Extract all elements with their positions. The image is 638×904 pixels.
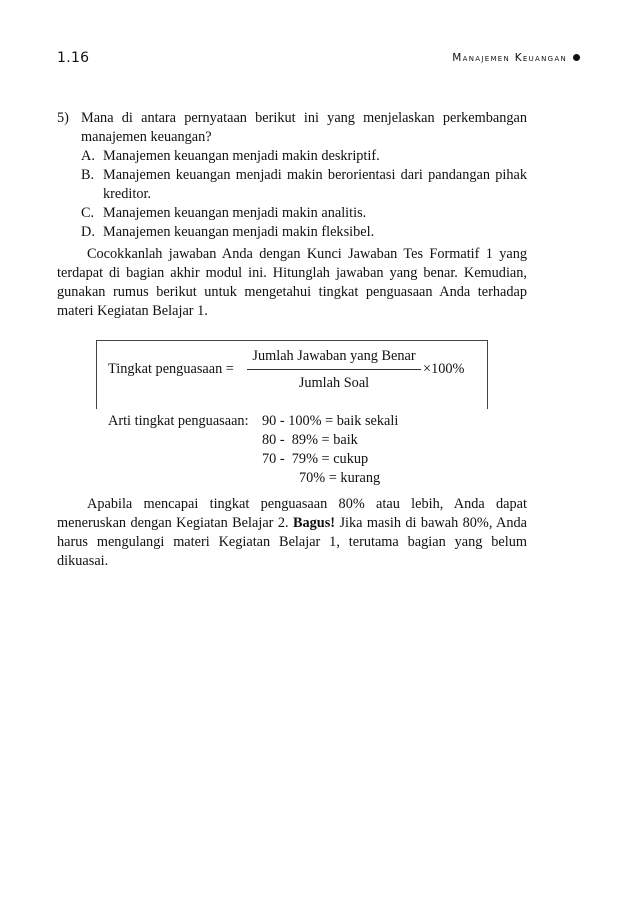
bullet-icon <box>573 54 580 61</box>
question-text: Mana di antara pernyataan berikut ini yang menjelaskan perkembangan manajemen keuangan? <box>81 110 527 145</box>
closing-paragraph <box>57 495 527 571</box>
option-text: Manajemen keuangan menjadi makin deskriptif. <box>103 148 380 164</box>
formula-numerator: Jumlah Jawaban yang Benar <box>252 348 416 364</box>
formula-multiplier: ×100% <box>423 361 465 377</box>
formula-denominator: Jumlah Soal <box>298 375 370 391</box>
option-key: C. <box>81 205 95 221</box>
option-key: A. <box>81 148 95 164</box>
running-title-text: Manajemen Keuangan <box>452 52 567 64</box>
page-number: 1.16 <box>57 50 90 66</box>
option-c <box>81 204 527 223</box>
option-key: B. <box>81 167 95 183</box>
running-title <box>452 52 580 64</box>
option-text: Manajemen keuangan menjadi makin fleksibel. <box>103 224 375 240</box>
closing-text-start: Apabila mencapai tingkat penguasaan 80% atau lebih, Anda dapat meneruskan dengan Kegiatan Belajar 2. <box>57 496 527 531</box>
option-text: Manajemen keuangan menjadi makin berorientasi dari pandangan pihak kreditor. <box>103 167 527 202</box>
option-key: D. <box>81 224 95 240</box>
option-b <box>81 166 527 204</box>
mastery-row: 90 - 100% = baik sekali <box>262 413 399 429</box>
option-text: Manajemen keuangan menjadi makin analitis. <box>103 205 367 221</box>
mastery-row: 80 - 89% = baik <box>262 432 358 448</box>
question-number: 5) <box>57 110 69 126</box>
option-d <box>81 223 527 242</box>
question-5 <box>57 109 527 242</box>
option-a <box>81 147 527 166</box>
closing-bold-text: Bagus! <box>292 515 336 531</box>
closing-text-end: Jika masih di bawah 80%, Anda harus mengulangi materi Kegiatan Belajar 1, terutama bagian yang belum dikuasai. <box>57 515 527 569</box>
mastery-scale-title: Arti tingkat penguasaan: <box>108 413 249 429</box>
mastery-row: 70 - 79% = cukup <box>262 451 369 467</box>
page-header <box>57 50 580 72</box>
fraction-line <box>247 369 421 370</box>
instructions-paragraph: Cocokkanlah jawaban Anda dengan Kunci Jawaban Tes Formatif 1 yang terdapat di bagian akhir modul ini. Hitunglah jawaban yang benar. Kemudian, gunakan rumus berikut untuk mengetahui tingkat penguasaan Anda terhadap materi Kegiatan Belajar 1. <box>57 246 527 319</box>
mastery-row: 70% = kurang <box>299 470 381 486</box>
formula-label: Tingkat penguasaan = <box>108 361 234 377</box>
formula-box <box>96 340 488 409</box>
